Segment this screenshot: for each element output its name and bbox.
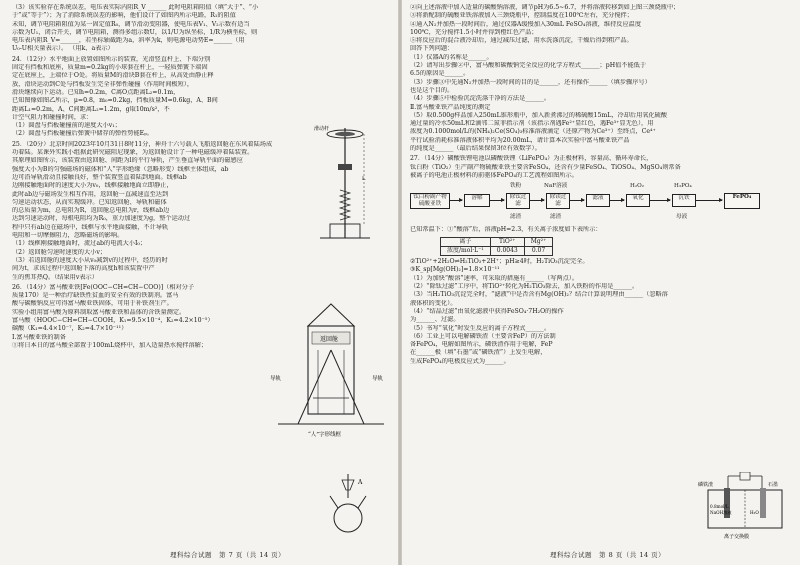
text-line: U₀-U相关量表示）。 （用k、a表示） <box>12 45 114 53</box>
text-line: 24．（12分）水平地面上放置如图所示的装置，光滑竖直杆上、下端分别 <box>12 55 211 63</box>
text-line: 强度大小为B的匀强磁场的磁体和“人”字形绝缘（忽略形变）线框主体组成，ab <box>12 165 229 173</box>
text-line: 通过量的冷水50mL和2滴邻二氮菲指示剂（该指示剂遇Fe²⁺显红色，遇Fe³⁺显无色），用 <box>410 120 654 128</box>
text-line: （2）圆盘与挡板碰撞后弹簧中储存的弹性势能Eₚ。 <box>12 130 153 138</box>
fig2-rail-label-left: 导轨 <box>270 376 282 382</box>
text-line: （6）工业上可以电解磷铁渣（主要含FeP）的方法制 <box>410 332 556 340</box>
text-line: 富马酸（HOOC−CH=CH−COOH，K₁=9.5×10⁻⁴，K₂=4.2×10⁻⁵） <box>12 316 214 324</box>
text-line: 已知图像如图乙所示，μ=0.8，m₀=0.2kg，挡板质量M=0.6kg，A、B间 <box>12 97 218 105</box>
text-line: （2）返回舱匀速时速度的大小v； <box>12 248 107 256</box>
text-line: ②TiO²⁺+2H₂O⇌H₂TiO₃+2H⁺；pH≥4时，H₂TiO₃沉淀完全。 <box>410 258 589 266</box>
svg-text:L: L <box>362 176 366 182</box>
flow-label-naf: NaF溶液 <box>544 183 568 190</box>
table-header-row <box>441 237 553 246</box>
flow-arrow-6 <box>650 200 670 201</box>
text-line: 其原理如图所示，该装置由返回舱、间距为l的平行导轨，产生垂直导轨平面的磁感应 <box>12 157 243 165</box>
text-line: 计空气阻力和碰撞时间，求： <box>12 113 93 121</box>
ion-concentration-table <box>440 237 553 257</box>
text-line: 实验小组用富马酸为原料制取富马酸亚铁和晶体的含铁量测定。 <box>12 308 186 316</box>
text-line: 25．（20分）北京时间2023年10月31日8时11分，神舟十六号载人飞船返回舱在东风着陆场成 <box>12 140 273 148</box>
flow-product: FePO₄ <box>724 193 760 209</box>
svg-text:A: A <box>358 479 363 486</box>
flow-step-filtrate: 滤液 <box>586 194 610 207</box>
text-line: 27．（14分）磷酸铁锂电池以磷酸铁锂（LiFePO₄）为正极材料，容量高、循环寿命长， <box>410 155 653 163</box>
question-27-rest <box>410 258 790 366</box>
text-line: Ⅰ.富马酸亚铁的制备 <box>12 333 66 341</box>
text-line: （3）步骤③中先通N₂并加热一段时间的目的是______，还有操作______（填步骤序号） <box>410 78 651 86</box>
flow-label-h2o2: H₂O₂ <box>630 183 644 190</box>
text-line: 平行试验消耗标准溶液体积平均为20.00mL，请计算本次实验中富马酸亚铁产品 <box>410 136 630 144</box>
fig2-caption: “人”字形线框 <box>308 432 342 438</box>
flow-label-h3po4: H₃PO₄ <box>674 183 692 190</box>
text-line: 间为t，求该过程中返回舱下落的高度h和该装置中产 <box>12 265 155 273</box>
text-line: （2）“除钛过滤”工序中，将TiO²⁺转化为H₂TiO₃除去，加入铁粉的作用是______。 <box>410 283 639 291</box>
cell-label-conc: 0.8mol/L <box>710 504 729 509</box>
text-line: 边刚接触地面时的速度大小为v₀，线框接触地面立即静止， <box>12 182 173 190</box>
landing-frame-figure <box>268 298 394 443</box>
text-line: 26．（14分）富马酸亚铁[Fe(OOC−CH=CH−COO)]（相对分子 <box>12 283 195 291</box>
flow-raw-material: 钛白粉副产物硫酸亚铁 <box>410 193 450 209</box>
flow-arrow-3 <box>530 200 544 201</box>
text-line: 滑块继续向下运动。已知h=0.2m，C离O点距离L₂=0.1m， <box>12 88 180 96</box>
text-line: （1）仪器A的名称是______。 <box>410 53 493 61</box>
cell-label-iron-slag: 磷铁渣 <box>698 482 714 488</box>
concentration-intro: 已知常温下：①“酸溶”后，溶液pH=2.3，有关离子浓度如下表所示： <box>410 226 602 234</box>
text-line: 质量170）是一种治疗缺铁性贫血的安全有效的铁制剂。富马 <box>12 292 179 300</box>
text-line: 回答下列问题： <box>410 45 454 53</box>
text-line: （1）线框刚接触地面时，流过ab的电流大小I₀； <box>12 240 147 248</box>
flow-label-mother-liquor: 母液 <box>676 214 688 221</box>
text-line: 为______、过滤。 <box>410 316 460 324</box>
text-line: ④通入N₂并加热一段时间后，通过仪器A缓慢加入30mL FeSO₄溶液，维持反应温度 <box>410 20 642 28</box>
text-line: ②向上述溶液中加入适量的碳酸钠溶液，调节pH为6.5~6.7，并将溶液转移到如上图三颈烧瓶中； <box>410 4 680 11</box>
flow-label-residue-1: 滤渣 <box>510 214 522 221</box>
text-line: 距离L₁=0.2m，A、C间距离L₂=1.2m，g取10m/s²，不 <box>12 105 170 113</box>
electrolysis-cell-figure <box>698 472 792 542</box>
text-line: 定在底座上，上端位于O处。将质量M的滑块B套在杆上，从高处由静止释 <box>12 72 214 80</box>
text-line: （1）为加快“酸溶”速率，可采取的措施有______（写两点）。 <box>410 274 579 282</box>
right-page <box>400 0 800 565</box>
text-line: 100℃，充分搅拌1.5小时并得到橙红色产品； <box>410 28 538 36</box>
flow-label-residue-2: 滤渣 <box>550 214 562 221</box>
table-cell: 0.0043 <box>490 246 524 255</box>
spring-apparatus-figure <box>300 120 390 250</box>
text-line: （4）“结晶过滤”由氧化滤液中获得FeSO₄·7H₂O的操作 <box>410 307 564 315</box>
text-line: 于”或“等于”）；为了消除系统误差的影响，他们设计了如图丙所示电路，R₁的阻值 <box>12 12 236 20</box>
text-line: 此时ab边与磁场发生相互作用，返回舱一直减速直至达到 <box>12 190 169 198</box>
text-line: 放，滑块运动到C处与挡板发生完全非弹性碰撞（作用时间极短）， <box>12 80 194 88</box>
text-line: 的总质量为m，总电阻为R，返回舱总电阻为r，线框ab边 <box>12 207 170 215</box>
text-line: 功着陆。某课外实践小组据此研究磁阻尼现象，为返回舱设计了一种电磁缓冲着陆装置。 <box>12 149 254 157</box>
text-line: Ⅱ.富马酸亚铁产品纯度的测定 <box>410 103 491 111</box>
text-line: 达到匀速运动时，每根电阻均为R₀，重力加速度为g，整个运动过 <box>12 215 191 223</box>
text-line: （3）若返回舱的速度大小从v₀减到v的过程中，经历的时 <box>12 256 168 264</box>
flask-apparatus-figure <box>318 470 378 540</box>
table-header-cell: Mg²⁺ <box>524 237 553 246</box>
text-line: 碳酸（K₁=4.4×10⁻⁷，K₂=4.7×10⁻¹¹） <box>12 325 128 333</box>
text-line: 程中只有ab边在磁场中，线框与水平地面接触，不计导轨 <box>12 223 169 231</box>
flow-arrow-2 <box>490 200 504 201</box>
left-page-footer: 理科综合试题 第 7 页（共 14 页） <box>170 551 286 559</box>
text-line: （5）取0.500g样品加入250mL锥形瓶中，加入新煮沸过的稀硫酸15mL，冷却后用氧化硫酸 <box>410 111 668 119</box>
text-line: 6.5的原因是______。 <box>410 70 470 78</box>
table-row <box>441 246 553 255</box>
text-line: 被离子的电池正极材料的前驱体FePO₄的工艺流程如图所示。 <box>410 171 578 179</box>
flow-arrow-4 <box>570 200 584 201</box>
table-cell: 0.07 <box>524 246 553 255</box>
cell-label-membrane: 离子交换膜 <box>724 534 750 540</box>
text-line: 钛白粉（TiO₂）生产副产物硫酸亚铁主要含FeSO₄，还含有少量FeSO₄、TiOSO₄、MgSO₄则常备 <box>410 163 681 171</box>
text-line: 未知，调节电阻箱阻值为某一固定值R₀，调节滑动变阻器，使电压表V₁、V₂示数有适当 <box>12 20 250 28</box>
q23-continuation <box>12 4 388 54</box>
q26-continuation <box>410 4 790 153</box>
flow-arrow-1 <box>450 200 462 201</box>
text-line: 备FePO₄，电解如图所示，磷铁渣作用于电解，FeP <box>410 341 553 349</box>
cell-label-water: H₂O <box>750 510 759 515</box>
flow-step-remove-ti: 除钛过滤 <box>506 193 530 209</box>
text-line: 生成FePO₄的电极反应式为______。 <box>410 357 510 365</box>
text-line: 匀速运动状态，从而实现缓冲。已知返回舱、导轨和磁体 <box>12 198 167 206</box>
flow-step-precipitate: 沉铁 <box>672 194 696 207</box>
flow-label-iron-powder: 铁粉 <box>510 183 522 190</box>
fig2-top-label: 返回舱 <box>320 336 339 343</box>
question-27-intro <box>410 155 790 180</box>
text-line: 浓度为0.1000mol/L的(NH₄)₂Ce(SO₄)₃标准溶液滴定（还原产物为Ce³⁺）至终点，Ce⁴⁺ <box>410 128 656 136</box>
text-line: （5）书写“氧化”时发生反应的离子方程式______。 <box>410 324 551 332</box>
text-line: （3）该实验存在系统误差，电压表实际内阻R_V ______ 此时电阻箱阻值（填“大于”、“小 <box>12 4 259 11</box>
flow-step-remove-mg: 除镁过滤 <box>546 193 570 209</box>
table-cell: 浓度/mol·L⁻¹ <box>441 246 491 255</box>
text-line: ①将日本日的富马酸全部置于100mL烧杯中，加入适量热水搅拌溶解； <box>12 341 208 349</box>
flow-arrow-5 <box>610 200 624 201</box>
fig1-label: 滑动杆 <box>314 126 330 132</box>
text-line: 在______极（填“石墨”或“磷铁渣”）上发生电解， <box>410 349 547 357</box>
table-header-cell: TiO²⁺ <box>490 237 524 246</box>
text-line: （2）请写出步骤②中，富马酸和碳酸钠完全反应的化学方程式______；pH值不能低于 <box>410 62 647 70</box>
text-line: （1）圆盘与挡板碰撞前的速度大小v₁； <box>12 122 121 130</box>
text-line: 的纯度是______（最后结果保留3位有效数字）。 <box>410 145 541 153</box>
text-line: ③K_sp[Mg(OH)₂]=1.8×10⁻¹¹ <box>410 266 500 274</box>
flow-step-dissolve: 溶解 <box>464 194 490 207</box>
cell-label-naoh: NaOH溶液 <box>710 510 732 515</box>
fig2-rail-label-right: 导轨 <box>372 376 384 382</box>
table-header-cell: 离子 <box>441 237 491 246</box>
text-line: 边可沿导轨滑动且接触良好，整个装置竖直着陆到地面。线框ab <box>12 173 187 181</box>
text-line: ③将新配制的硫酸亚铁溶液加入三颈烧瓶中，控制温度在100℃左右，充分搅拌； <box>410 12 633 20</box>
flow-step-oxidize: 氧化 <box>626 194 650 207</box>
text-line: （3）当H₂TiO₃沉淀完全时，“滤液”中是否含有Mg(OH)₂？结合计算说明理由______（忽略溶 <box>410 291 668 299</box>
text-line: ⑤将反应后的混合液冷却后，通过减压过滤，用水洗涤沉淀，干燥后得到粗产品。 <box>410 37 633 45</box>
text-line: 电压表内阻R_V=______，若坐标轴截距为a，斜率为k，则电源电动势E=______（用 <box>12 37 245 45</box>
text-line: （4）步骤⑤中检验沉淀洗涤干净的方法是______。 <box>410 95 551 103</box>
text-line: 生的焦耳热Q。（结果用v表示） <box>12 273 98 281</box>
cell-label-graphite: 石墨 <box>768 482 779 488</box>
right-column <box>410 4 790 366</box>
text-line: 也是这个目的。 <box>410 86 454 94</box>
text-line: 酸与碳酸钠反应可得富马酸亚铁固体，可用于补铁剂生产。 <box>12 300 173 308</box>
flow-arrow-7 <box>696 200 722 201</box>
text-line: 电阻和一切摩擦阻力，忽略磁场的影响。 <box>12 232 124 240</box>
process-flowchart <box>410 181 790 225</box>
right-page-footer: 理科综合试题 第 8 页（共 14 页） <box>550 551 666 559</box>
text-line: 示数为U₁，闭合开关，调节电阻箱，测得多组示数U，以1/U为纵坐标，1/R为横坐标，则 <box>12 28 258 36</box>
text-line: 液体积的变化）。 <box>410 299 457 307</box>
text-line: 固定有挡板和底座，质量m=0.2kg的小球套在杆上，一轻质弹簧下端固 <box>12 64 208 72</box>
